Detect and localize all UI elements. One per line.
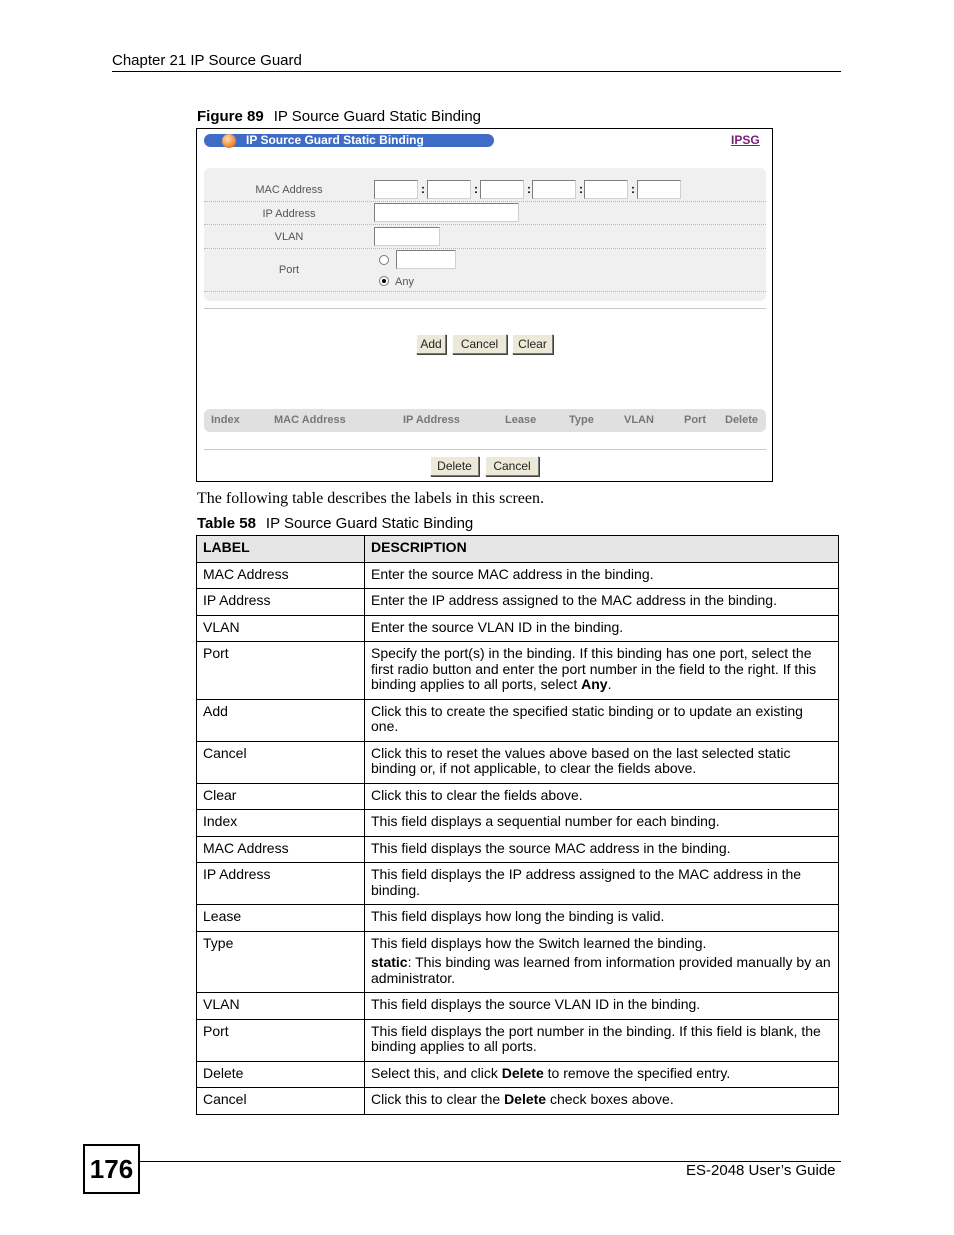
row-divider <box>204 248 766 249</box>
table-row <box>197 1061 839 1088</box>
row-divider <box>204 201 766 202</box>
ipsg-link[interactable]: IPSG <box>731 133 760 147</box>
desc-text: to remove the specified entry. <box>543 1064 731 1081</box>
row-label: MAC Address <box>197 562 365 589</box>
guide-title: ES-2048 User’s Guide <box>686 1162 836 1179</box>
desc-paragraph <box>371 955 832 986</box>
row-label: Port <box>197 1019 365 1061</box>
row-description <box>365 642 839 700</box>
row-label: IP Address <box>197 589 365 616</box>
port-input[interactable] <box>396 250 456 269</box>
row-description <box>365 1088 839 1115</box>
mac-octet-2-input[interactable] <box>427 180 471 199</box>
column-vlan: VLAN <box>624 414 654 426</box>
vlan-input[interactable] <box>374 227 440 246</box>
description-column-header: DESCRIPTION <box>365 536 839 563</box>
mac-octet-3-input[interactable] <box>480 180 524 199</box>
desc-text: Specify the port(s) in the binding. If this binding has one port, select the first radio button and enter the port number in the field to the right. If this binding applies to all ports, select <box>371 645 817 692</box>
desc-text: : This binding was learned from information provided manually by an administrator. <box>371 954 831 986</box>
table-row <box>197 741 839 783</box>
table-caption <box>197 515 473 532</box>
table-row <box>197 1088 839 1115</box>
list-cancel-button[interactable]: Cancel <box>485 456 539 476</box>
row-divider <box>204 291 766 292</box>
column-ip-address: IP Address <box>403 414 460 426</box>
desc-bold: static <box>371 954 408 970</box>
any-label: Any <box>395 276 414 288</box>
table-row <box>197 810 839 837</box>
row-description: This field displays a sequential number for each binding. <box>365 810 839 837</box>
delete-button[interactable]: Delete <box>430 456 479 476</box>
row-description <box>365 931 839 993</box>
ip-address-label: IP Address <box>262 208 316 220</box>
row-description: Click this to clear the fields above. <box>365 783 839 810</box>
row-label: Type <box>197 931 365 993</box>
add-button[interactable]: Add <box>416 334 446 354</box>
figure-caption-text: IP Source Guard Static Binding <box>273 108 482 125</box>
label-description-table <box>196 535 839 1115</box>
cancel-button[interactable]: Cancel <box>452 334 507 354</box>
column-port: Port <box>684 414 706 426</box>
row-label: VLAN <box>197 615 365 642</box>
desc-bold: Any <box>581 676 608 692</box>
page-number: 176 <box>83 1144 140 1194</box>
row-label: Add <box>197 699 365 741</box>
port-specific-radio[interactable] <box>379 255 389 265</box>
row-label: Delete <box>197 1061 365 1088</box>
row-description: Enter the source VLAN ID in the binding. <box>365 615 839 642</box>
screen-title: IP Source Guard Static Binding <box>246 133 424 147</box>
column-type: Type <box>569 414 594 426</box>
table-row <box>197 562 839 589</box>
row-description: This field displays the IP address assigned to the MAC address in the binding. <box>365 863 839 905</box>
mac-octet-4-input[interactable] <box>532 180 576 199</box>
row-divider <box>204 224 766 225</box>
row-description: Enter the source MAC address in the binding. <box>365 562 839 589</box>
table-row <box>197 642 839 700</box>
row-description: Enter the IP address assigned to the MAC address in the binding. <box>365 589 839 616</box>
row-label: Port <box>197 642 365 700</box>
desc-bold: Delete <box>501 1064 544 1081</box>
mac-separator: : <box>474 182 478 196</box>
desc-text: Select this, and click <box>371 1064 502 1081</box>
form-separator <box>204 308 766 309</box>
mac-separator: : <box>579 182 583 196</box>
row-label: Index <box>197 810 365 837</box>
mac-separator: : <box>527 182 531 196</box>
row-label: Lease <box>197 905 365 932</box>
table-row <box>197 863 839 905</box>
table-caption-text: IP Source Guard Static Binding <box>265 515 474 532</box>
figure-caption <box>197 108 481 125</box>
intro-text: The following table describes the labels in this screen. <box>197 490 545 507</box>
list-separator <box>204 449 766 450</box>
row-description: Click this to create the specified static binding or to update an existing one. <box>365 699 839 741</box>
row-label: MAC Address <box>197 836 365 863</box>
table-number: Table 58 <box>197 515 256 532</box>
desc-bold: Delete <box>504 1091 547 1107</box>
row-label: Clear <box>197 783 365 810</box>
vlan-label: VLAN <box>274 231 304 243</box>
table-row <box>197 905 839 932</box>
port-any-radio[interactable] <box>379 276 389 286</box>
table-row <box>197 993 839 1020</box>
column-index: Index <box>211 414 240 426</box>
mac-address-label: MAC Address <box>255 184 323 196</box>
table-row <box>197 615 839 642</box>
table-row <box>197 783 839 810</box>
row-description: Click this to reset the values above based on the last selected static binding or, if not applicable, to clear the fields above. <box>365 741 839 783</box>
port-label: Port <box>278 264 300 276</box>
clear-button[interactable]: Clear <box>512 334 553 354</box>
header-rule <box>112 71 841 72</box>
row-label: Cancel <box>197 741 365 783</box>
chapter-header: Chapter 21 IP Source Guard <box>112 52 302 69</box>
label-column-header: LABEL <box>197 536 365 563</box>
table-row <box>197 1019 839 1061</box>
column-mac-address: MAC Address <box>274 414 346 426</box>
row-description: This field displays the source MAC address in the binding. <box>365 836 839 863</box>
table-row <box>197 699 839 741</box>
mac-octet-6-input[interactable] <box>637 180 681 199</box>
desc-text: . <box>607 676 612 692</box>
ip-address-input[interactable] <box>374 203 519 222</box>
table-row <box>197 589 839 616</box>
table-row <box>197 836 839 863</box>
mac-octet-5-input[interactable] <box>584 180 628 199</box>
row-description: This field displays the source VLAN ID in the binding. <box>365 993 839 1020</box>
desc-text: This field displays how the Switch learned the binding. <box>371 934 707 951</box>
row-description: This field displays how long the binding is valid. <box>365 905 839 932</box>
row-description: This field displays the port number in the binding. If this field is blank, the binding applies to all ports. <box>365 1019 839 1061</box>
row-label: IP Address <box>197 863 365 905</box>
mac-separator: : <box>421 182 425 196</box>
row-description <box>365 1061 839 1088</box>
mac-separator: : <box>631 182 635 196</box>
desc-text: Click this to clear the <box>371 1091 505 1107</box>
table-row <box>197 931 839 993</box>
row-label: VLAN <box>197 993 365 1020</box>
title-bullet-icon <box>222 134 236 148</box>
column-lease: Lease <box>505 414 537 426</box>
row-label: Cancel <box>197 1088 365 1115</box>
mac-octet-1-input[interactable] <box>374 180 418 199</box>
desc-text: check boxes above. <box>546 1091 674 1107</box>
column-delete: Delete <box>725 414 759 426</box>
table-header-row <box>197 536 839 563</box>
figure-number: Figure 89 <box>197 108 264 125</box>
